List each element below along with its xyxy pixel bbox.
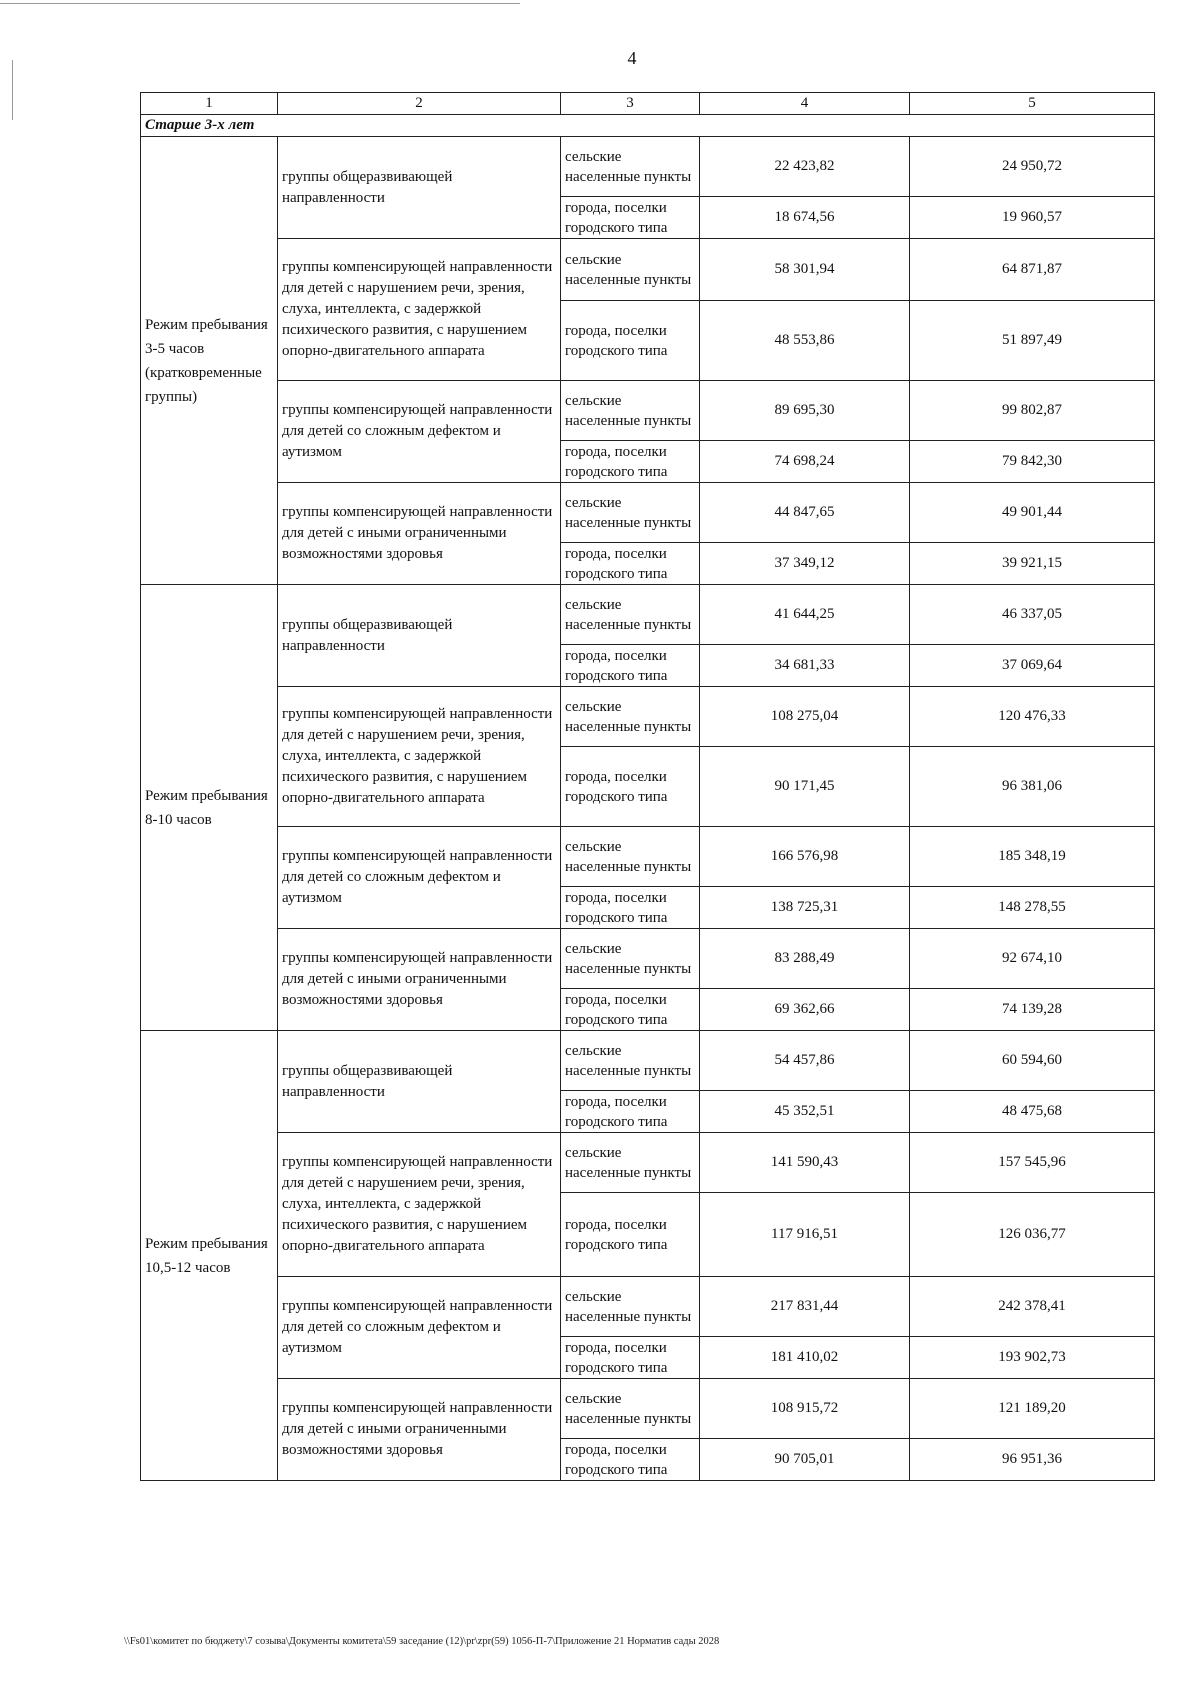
value-col-5: 157 545,96	[910, 1133, 1155, 1193]
settlement-cell: сельские населенные пункты	[561, 1133, 700, 1193]
table-row	[141, 929, 1155, 989]
settlement-cell: города, поселки городского типа	[561, 1337, 700, 1379]
value-col-5: 121 189,20	[910, 1379, 1155, 1439]
table-row	[141, 483, 1155, 543]
group-cell: группы компенсирующей направленности для детей со сложным дефектом и аутизмом	[278, 1277, 561, 1379]
settlement-cell: сельские населенные пункты	[561, 585, 700, 645]
header-col-3: 3	[561, 93, 700, 115]
value-col-4: 22 423,82	[700, 137, 910, 197]
value-col-4: 58 301,94	[700, 239, 910, 301]
value-col-4: 89 695,30	[700, 381, 910, 441]
table-row	[141, 381, 1155, 441]
settlement-cell: города, поселки городского типа	[561, 1439, 700, 1481]
table-row	[141, 585, 1155, 645]
table-row	[141, 1133, 1155, 1193]
group-cell: группы общеразвивающей направленности	[278, 1031, 561, 1133]
settlement-cell: сельские населенные пункты	[561, 929, 700, 989]
settlement-cell: сельские населенные пункты	[561, 1277, 700, 1337]
settlement-cell: города, поселки городского типа	[561, 887, 700, 929]
normative-table	[140, 92, 1155, 1481]
value-col-5: 74 139,28	[910, 989, 1155, 1031]
value-col-5: 48 475,68	[910, 1091, 1155, 1133]
scan-edge-mark	[12, 60, 13, 120]
value-col-5: 39 921,15	[910, 543, 1155, 585]
value-col-4: 141 590,43	[700, 1133, 910, 1193]
value-col-5: 51 897,49	[910, 301, 1155, 381]
value-col-5: 46 337,05	[910, 585, 1155, 645]
value-col-5: 193 902,73	[910, 1337, 1155, 1379]
group-cell: группы компенсирующей направленности для детей со сложным дефектом и аутизмом	[278, 381, 561, 483]
settlement-cell: сельские населенные пункты	[561, 687, 700, 747]
value-col-4: 45 352,51	[700, 1091, 910, 1133]
mode-cell: Режим пребывания 10,5-12 часов	[141, 1031, 278, 1481]
file-path-footer: \\Fs01\комитет по бюджету\7 созыва\Документы комитета\59 заседание (12)\pr\zpr(59) 1056-П-7\Приложение 21 Норматив сады 2028	[124, 1636, 720, 1647]
value-col-5: 126 036,77	[910, 1193, 1155, 1277]
page-number: 4	[627, 48, 637, 68]
mode-cell: Режим пребывания 3-5 часов (кратковременные группы)	[141, 137, 278, 585]
value-col-5: 24 950,72	[910, 137, 1155, 197]
value-col-4: 37 349,12	[700, 543, 910, 585]
value-col-5: 37 069,64	[910, 645, 1155, 687]
value-col-4: 108 275,04	[700, 687, 910, 747]
value-col-5: 19 960,57	[910, 197, 1155, 239]
value-col-4: 54 457,86	[700, 1031, 910, 1091]
table-body	[141, 93, 1155, 1481]
table-row	[141, 137, 1155, 197]
settlement-cell: города, поселки городского типа	[561, 1091, 700, 1133]
group-cell: группы компенсирующей направленности для детей с иными ограниченными возможностями здоровья	[278, 483, 561, 585]
value-col-5: 242 378,41	[910, 1277, 1155, 1337]
settlement-cell: города, поселки городского типа	[561, 1193, 700, 1277]
category-row	[141, 115, 1155, 137]
value-col-4: 83 288,49	[700, 929, 910, 989]
value-col-4: 217 831,44	[700, 1277, 910, 1337]
value-col-4: 34 681,33	[700, 645, 910, 687]
header-col-2: 2	[278, 93, 561, 115]
value-col-5: 92 674,10	[910, 929, 1155, 989]
group-cell: группы компенсирующей направленности для детей с иными ограниченными возможностями здоровья	[278, 929, 561, 1031]
table-row	[141, 1277, 1155, 1337]
value-col-5: 99 802,87	[910, 381, 1155, 441]
value-col-5: 148 278,55	[910, 887, 1155, 929]
settlement-cell: города, поселки городского типа	[561, 441, 700, 483]
scan-top-line	[0, 3, 520, 4]
settlement-cell: сельские населенные пункты	[561, 483, 700, 543]
settlement-cell: сельские населенные пункты	[561, 827, 700, 887]
mode-cell: Режим пребывания 8-10 часов	[141, 585, 278, 1031]
value-col-4: 48 553,86	[700, 301, 910, 381]
value-col-4: 18 674,56	[700, 197, 910, 239]
settlement-cell: сельские населенные пункты	[561, 239, 700, 301]
value-col-4: 138 725,31	[700, 887, 910, 929]
category-label: Старше 3-х лет	[141, 115, 1155, 137]
table-row	[141, 827, 1155, 887]
group-cell: группы общеразвивающей направленности	[278, 137, 561, 239]
group-cell: группы компенсирующей направленности для детей со сложным дефектом и аутизмом	[278, 827, 561, 929]
header-col-1: 1	[141, 93, 278, 115]
value-col-4: 108 915,72	[700, 1379, 910, 1439]
settlement-cell: города, поселки городского типа	[561, 197, 700, 239]
value-col-4: 69 362,66	[700, 989, 910, 1031]
value-col-5: 64 871,87	[910, 239, 1155, 301]
table-row	[141, 1031, 1155, 1091]
value-col-4: 44 847,65	[700, 483, 910, 543]
group-cell: группы компенсирующей направленности для детей с нарушением речи, зрения, слуха, интеллекта, с задержкой психического развития, с нарушением опорно-двигательного аппарата	[278, 239, 561, 381]
settlement-cell: города, поселки городского типа	[561, 301, 700, 381]
table-row	[141, 239, 1155, 301]
settlement-cell: сельские населенные пункты	[561, 137, 700, 197]
group-cell: группы общеразвивающей направленности	[278, 585, 561, 687]
value-col-5: 120 476,33	[910, 687, 1155, 747]
value-col-4: 117 916,51	[700, 1193, 910, 1277]
settlement-cell: сельские населенные пункты	[561, 381, 700, 441]
value-col-5: 49 901,44	[910, 483, 1155, 543]
settlement-cell: города, поселки городского типа	[561, 645, 700, 687]
group-cell: группы компенсирующей направленности для детей с иными ограниченными возможностями здоровья	[278, 1379, 561, 1481]
value-col-4: 41 644,25	[700, 585, 910, 645]
settlement-cell: сельские населенные пункты	[561, 1379, 700, 1439]
header-row	[141, 93, 1155, 115]
header-col-4: 4	[700, 93, 910, 115]
table-row	[141, 687, 1155, 747]
value-col-4: 90 171,45	[700, 747, 910, 827]
value-col-4: 181 410,02	[700, 1337, 910, 1379]
header-col-5: 5	[910, 93, 1155, 115]
value-col-5: 96 381,06	[910, 747, 1155, 827]
value-col-5: 79 842,30	[910, 441, 1155, 483]
value-col-5: 96 951,36	[910, 1439, 1155, 1481]
value-col-4: 90 705,01	[700, 1439, 910, 1481]
group-cell: группы компенсирующей направленности для детей с нарушением речи, зрения, слуха, интеллекта, с задержкой психического развития, с нарушением опорно-двигательного аппарата	[278, 1133, 561, 1277]
group-cell: группы компенсирующей направленности для детей с нарушением речи, зрения, слуха, интеллекта, с задержкой психического развития, с нарушением опорно-двигательного аппарата	[278, 687, 561, 827]
settlement-cell: сельские населенные пункты	[561, 1031, 700, 1091]
settlement-cell: города, поселки городского типа	[561, 989, 700, 1031]
value-col-4: 166 576,98	[700, 827, 910, 887]
value-col-5: 185 348,19	[910, 827, 1155, 887]
value-col-4: 74 698,24	[700, 441, 910, 483]
settlement-cell: города, поселки городского типа	[561, 543, 700, 585]
table-row	[141, 1379, 1155, 1439]
settlement-cell: города, поселки городского типа	[561, 747, 700, 827]
value-col-5: 60 594,60	[910, 1031, 1155, 1091]
